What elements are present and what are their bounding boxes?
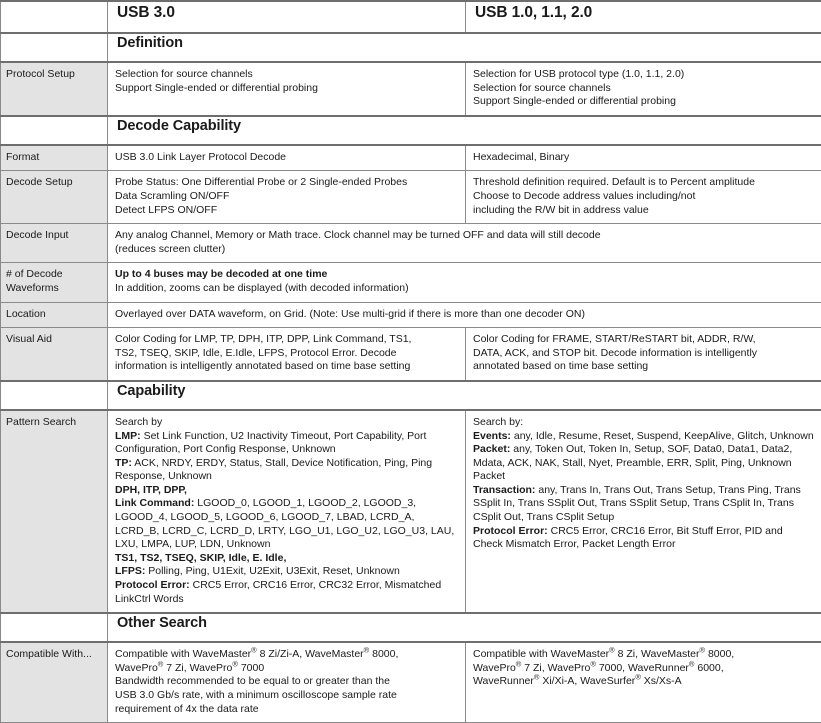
group-values: any, Token Out, Token In, Setup, SOF, Data0, Data1, Data2, Mdata, ACK, NAK, Stall, Nyet, Preamble, ERR, Split, Ping, Unknown Packet [473,443,792,482]
row-label-protocol-setup: Protocol Setup [1,62,108,116]
section-title-other-search: Other Search [108,613,821,642]
text-line: Choose to Decode address values including/not [473,190,814,204]
cell-decode-waveforms [108,263,821,302]
group-name: Protocol Error: [115,579,190,591]
section-title-capability: Capability [108,381,821,410]
text-line: Bandwidth recommended to be equal to or greater than the [115,675,458,689]
cell-compatible-with-usb12 [466,642,821,722]
text-line: (reduces screen clutter) [115,243,814,257]
text-line: WavePro® 7 Zi, WavePro® 7000, WaveRunner® 6000, [473,662,814,676]
search-group [473,443,814,484]
search-group [115,430,458,457]
search-group [115,484,458,498]
row-label-format: Format [1,145,108,171]
header-empty-cell [1,1,108,33]
cell-location: Overlayed over DATA waveform, on Grid. (Note: Use multi-grid if there is more than one decoder ON) [108,302,821,328]
group-values: Set Link Function, U2 Inactivity Timeout, Port Capability, Port Configuration, Port Config Response, Unknown [115,430,426,456]
text-line: Compatible with WaveMaster® 8 Zi/Zi-A, WaveMaster® 8000, [115,648,458,662]
group-values: CRC5 Error, CRC16 Error, Bit Stuff Error, PID and Check Mismatch Error, Packet Length Error [473,525,783,551]
search-group [115,457,458,484]
text-line: requirement of 4x the data rate [115,703,458,717]
cell-format-usb3: USB 3.0 Link Layer Protocol Decode [108,145,466,171]
cell-visual-aid-usb3 [108,328,466,381]
text-line: Detect LFPS ON/OFF [115,204,458,218]
text-line: Threshold definition required. Default is to Percent amplitude [473,176,814,190]
row-label-pattern-search: Pattern Search [1,410,108,613]
cell-decode-setup-usb12 [466,171,821,224]
group-name: TS1, TS2, TSEQ, SKIP, Idle, E. Idle, [115,552,286,564]
text-line: Color Coding for FRAME, START/ReSTART bit, ADDR, R/W, [473,333,814,347]
group-name: Packet: [473,443,510,455]
text-line: Search by: [473,416,814,430]
cell-protocol-setup-usb3 [108,62,466,116]
text-line: Color Coding for LMP, TP, DPH, ITP, DPP, Link Command, TS1, [115,333,458,347]
table-header-row [1,1,821,33]
group-name: DPH, ITP, DPP, [115,484,187,496]
search-group [115,552,458,566]
column-header-usb3: USB 3.0 [108,1,466,33]
group-name: LMP: [115,430,141,442]
text-line: including the R/W bit in address value [473,204,814,218]
text-line: Support Single-ended or differential probing [473,95,814,109]
cell-decode-setup-usb3 [108,171,466,224]
table-row-decode-waveforms [1,263,821,302]
row-label-location: Location [1,302,108,328]
search-group [473,484,814,525]
column-header-usb12: USB 1.0, 1.1, 2.0 [466,1,821,33]
search-group [115,497,458,551]
row-label-decode-setup: Decode Setup [1,171,108,224]
row-label-decode-input: Decode Input [1,224,108,263]
search-group [115,565,458,579]
section-empty-cell [1,613,108,642]
text-line: Selection for USB protocol type (1.0, 1.1, 2.0) [473,68,814,82]
section-empty-cell [1,381,108,410]
section-empty-cell [1,116,108,145]
cell-decode-input [108,224,821,263]
text-line: annotated based on time base setting [473,360,814,374]
table-row-format [1,145,821,171]
row-label-visual-aid: Visual Aid [1,328,108,381]
group-name: Events: [473,430,511,442]
text-line-bold: Up to 4 buses may be decoded at one time [115,268,814,282]
row-label-decode-waveforms: # of Decode Waveforms [1,263,108,302]
table-row-pattern-search [1,410,821,613]
section-header-other-search [1,613,821,642]
cell-pattern-search-usb12 [466,410,821,613]
group-name: Protocol Error: [473,525,548,537]
section-empty-cell [1,33,108,62]
text-line: Search by [115,416,458,430]
group-name: Link Command: [115,497,194,509]
text-line: information is intelligently annotated based on time base setting [115,360,458,374]
row-label-compatible-with: Compatible With... [1,642,108,722]
cell-protocol-setup-usb12 [466,62,821,116]
text-line: DATA, ACK, and STOP bit. Decode information is intelligently [473,347,814,361]
text-line: Support Single-ended or differential probing [115,82,458,96]
search-group [115,579,458,606]
group-values: LGOOD_0, LGOOD_1, LGOOD_2, LGOOD_3, LGOOD_4, LGOOD_5, LGOOD_6, LGOOD_7, LBAD, LCRD_A, LCRD_B, LCRD_C, LCRD_D, LRTY, LGO_U1, LGO_U2, LGO_U3, LAU, LXU, LMPA, LUP, LDN, Unknown [115,497,454,550]
text-line: Any analog Channel, Memory or Math trace. Clock channel may be turned OFF and data will still decode [115,229,814,243]
section-header-decode-capability [1,116,821,145]
cell-format-usb12: Hexadecimal, Binary [466,145,821,171]
group-name: TP: [115,457,132,469]
text-line: Data Scramling ON/OFF [115,190,458,204]
section-header-definition [1,33,821,62]
text-line: WaveRunner® Xi/Xi-A, WaveSurfer® Xs/Xs-A [473,675,814,689]
text-line: WavePro® 7 Zi, WavePro® 7000 [115,662,458,676]
text-line: Probe Status: One Differential Probe or 2 Single-ended Probes [115,176,458,190]
group-values: Polling, Ping, U1Exit, U2Exit, U3Exit, Reset, Unknown [148,565,400,577]
group-name: LFPS: [115,565,145,577]
text-line: TS2, TSEQ, SKIP, Idle, E.Idle, LFPS, Protocol Error. Decode [115,347,458,361]
text-line: USB 3.0 Gb/s rate, with a minimum oscilloscope sample rate [115,689,458,703]
table-row-location [1,302,821,328]
group-name: Transaction: [473,484,535,496]
table-row-compatible-with [1,642,821,722]
text-line: In addition, zooms can be displayed (with decoded information) [115,282,814,296]
cell-compatible-with-usb3 [108,642,466,722]
group-values: any, Trans In, Trans Out, Trans Setup, Trans Ping, Trans SSplit In, Trans SSplit Out, Trans SSplit Setup, Trans CSplit In, Trans CSplit Out, Trans CSplit Setup [473,484,801,523]
text-line: Selection for source channels [473,82,814,96]
table-row-decode-input [1,224,821,263]
section-title-decode-capability: Decode Capability [108,116,821,145]
table-row-visual-aid [1,328,821,381]
group-values: any, Idle, Resume, Reset, Suspend, KeepAlive, Glitch, Unknown [514,430,814,442]
search-group [473,525,814,552]
cell-visual-aid-usb12 [466,328,821,381]
group-values: CRC5 Error, CRC16 Error, CRC32 Error, Mismatched LinkCtrl Words [115,579,441,605]
table-row-protocol-setup [1,62,821,116]
search-group [473,430,814,444]
text-line: Compatible with WaveMaster® 8 Zi, WaveMaster® 8000, [473,648,814,662]
text-line: Selection for source channels [115,68,458,82]
cell-pattern-search-usb3 [108,410,466,613]
table-row-decode-setup [1,171,821,224]
section-header-capability [1,381,821,410]
group-values: ACK, NRDY, ERDY, Status, Stall, Device Notification, Ping, Ping Response, Unknown [115,457,432,483]
section-title-definition: Definition [108,33,821,62]
